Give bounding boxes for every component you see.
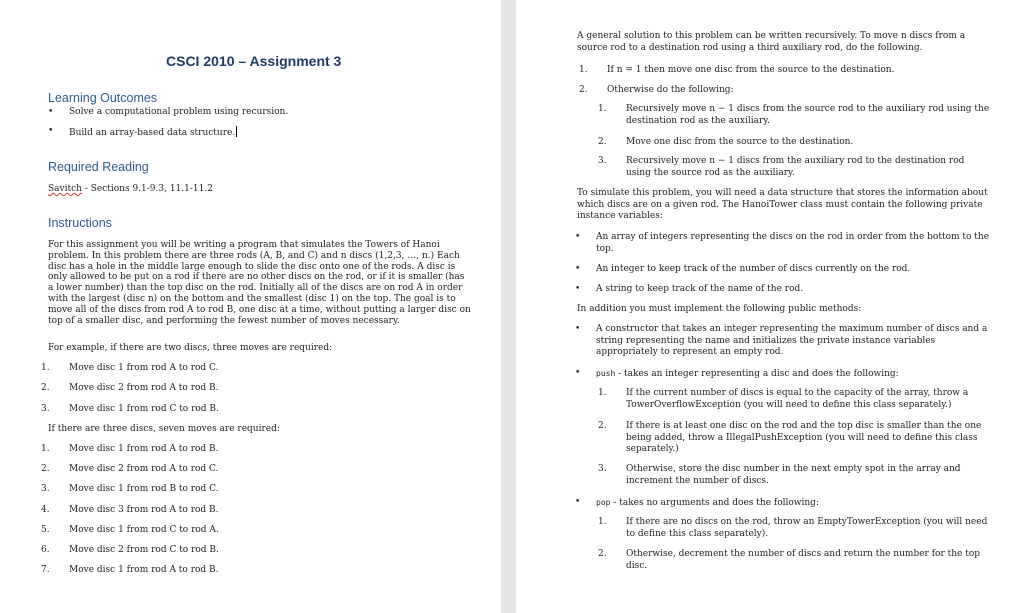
move-list-item: 5. Move disc 1 from rod C to rod A. [41,525,219,535]
private-variable-item: • An array of integers representing the discs on the rod in order from the bottom to the top. [596,232,989,255]
learning-outcome-item: • Solve a computational problem using recursion. [69,107,288,119]
move-list-item: 7. Move disc 1 from rod A to rod B. [41,565,219,575]
solution-substep: 1. Recursively move n − 1 discs from the source rod to the auxiliary rod using the destination rod as the auxiliary. [598,104,990,126]
required-reading-text: Savitch - Sections 9.1-9.3, 11.1-11.2 [48,184,213,194]
private-variable-item: • An integer to keep track of the number of discs currently on the rod. [596,264,910,276]
push-step: 3. Otherwise, store the disc number in the next empty spot in the array and increment the number of discs. [598,464,961,486]
required-reading-heading: Required Reading [48,160,149,174]
pop-step: 2. Otherwise, decrement the number of discs and return the number for the top disc. [598,549,980,571]
document-page-1 [0,0,501,613]
constructor-item: • A constructor that takes an integer representing the maximum number of discs and a string representing the name and initializes the private instance variables appropriately to represent an empty rod. [596,324,987,359]
instructions-paragraph: For this assignment you will be writing a program that simulates the Towers of Hanoi problem. In this problem there are three rods (A, B, and C) and n discs (1,2,3, …, n.) Each disc has a hole in the middle large enough to slide the disc onto one of the rods. A disc is only allowed to be put on a rod if there are no other discs on the rod, or if it is smaller (has a lower number) than the top disc on the rod. Initially all of the discs are on rod A in order with the largest (disc n) on the bottom and the smallest (disc 1) on the top. The goal is to move all of the discs from rod A to rod B, one disc at a time, without putting a larger disc on top of a smaller disc, and performing the fewest number of moves necessary. [48,240,471,326]
assignment-title: CSCI 2010 – Assignment 3 [166,53,342,69]
document-page-2 [516,0,1024,613]
solution-substep: 3. Recursively move n − 1 discs from the auxiliary rod to the destination rod using the source rod as the auxiliary. [598,156,965,178]
move-list-item: 3. Move disc 1 from rod C to rod B. [41,404,219,414]
push-method-item: • push - takes an integer representing a disc and does the following: [596,368,899,381]
two-discs-intro: For example, if there are two discs, three moves are required: [48,343,333,353]
push-step: 1. If the current number of discs is equal to the capacity of the array, throw a TowerOverflowException (you will need to define this class separately.) [598,388,969,410]
learning-outcome-item[interactable]: • Build an array-based data structure. [69,126,237,140]
text-cursor [236,126,237,137]
move-list-item: 4. Move disc 3 from rod A to rod B. [41,505,219,515]
solution-step: 2. Otherwise do the following: [579,85,734,95]
push-step: 2. If there is at least one disc on the rod and the top disc is smaller than the one being added, throw a IllegalPushException (you will need to define this class separately.) [598,421,982,454]
move-list-item: 1. Move disc 1 from rod A to rod C. [41,363,219,373]
move-list-item: 3. Move disc 1 from rod B to rod C. [41,484,219,494]
move-list-item: 2. Move disc 2 from rod A to rod B. [41,383,219,393]
move-list-item: 6. Move disc 2 from rod C to rod B. [41,545,219,555]
simulate-paragraph: To simulate this problem, you will need a data structure that stores the information about which discs are on a given rod. The HanoiTower class must contain the following private instance variables: [577,188,988,221]
learning-outcomes-heading: Learning Outcomes [48,91,158,105]
solution-substep: 2. Move one disc from the source to the destination. [598,137,854,147]
recursive-solution-intro: A general solution to this problem can be written recursively. To move n discs from a source rod to a destination rod using a third auxiliary rod, do the following. [577,31,966,53]
three-discs-intro: If there are three discs, seven moves are required: [48,424,280,434]
methods-intro: In addition you must implement the following public methods: [577,304,862,314]
private-variable-item: • A string to keep track of the name of the rod. [596,284,803,296]
pop-step: 1. If there are no discs on the rod, throw an EmptyTowerException (you will need to define this class separately). [598,517,988,539]
move-list-item: 2. Move disc 2 from rod A to rod C. [41,464,219,474]
solution-step: 1. If n = 1 then move one disc from the source to the destination. [579,65,895,75]
instructions-heading: Instructions [48,216,112,230]
pop-method-item: • pop - takes no arguments and does the following: [596,497,819,510]
move-list-item: 1. Move disc 1 from rod A to rod B. [41,444,219,454]
